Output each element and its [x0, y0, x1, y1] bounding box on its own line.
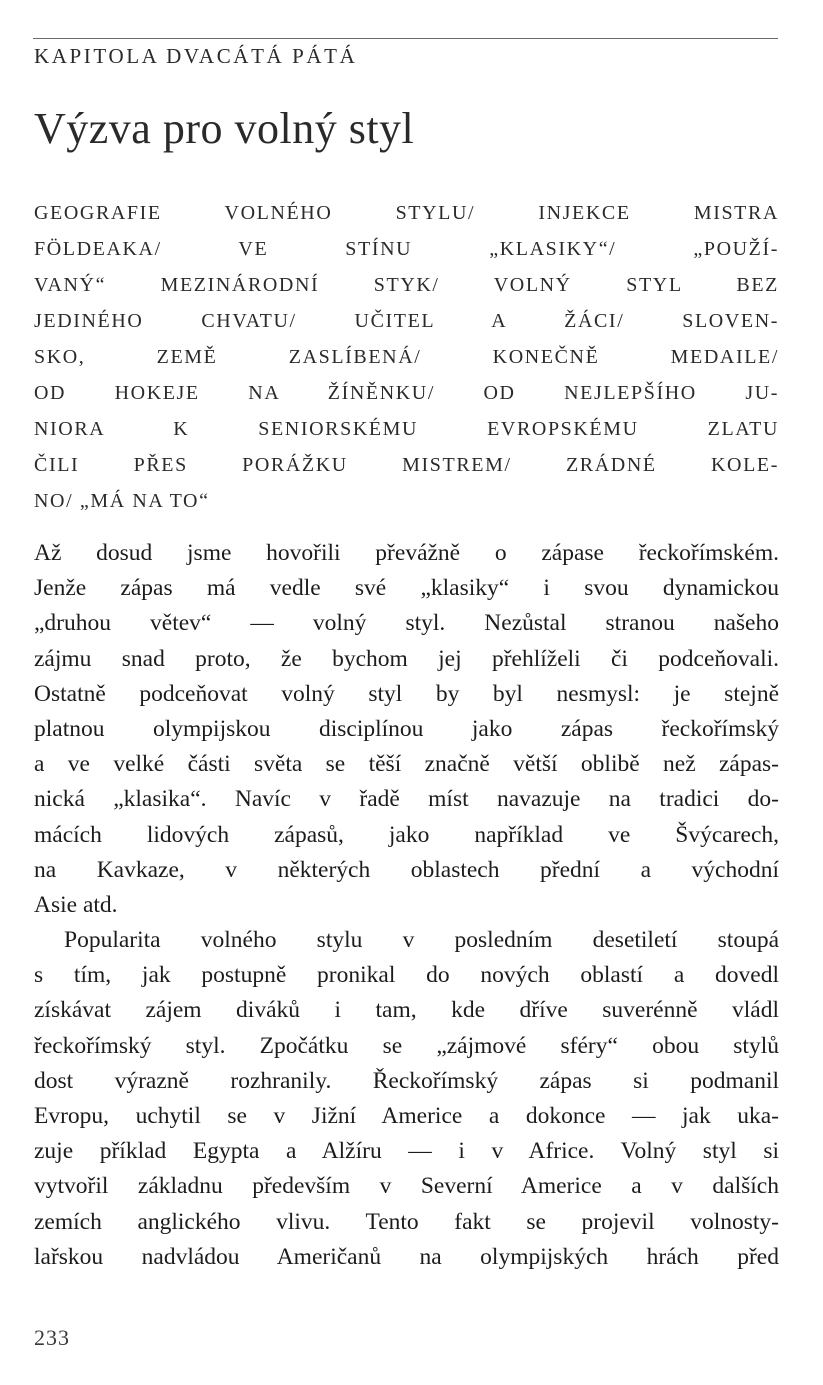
synopsis-line: FÖLDEAKA/ VE STÍNU „KLASIKY“/ „POUŽÍ-: [34, 238, 779, 260]
paragraph-1-line: Asie atd.: [34, 891, 118, 918]
paragraph-1-line: na Kavkaze, v některých oblastech přední a východní: [34, 856, 779, 883]
synopsis-line: SKO, ZEMĚ ZASLÍBENÁ/ KONEČNĚ MEDAILE/: [34, 346, 779, 368]
paragraph-2-line: zemích anglického vlivu. Tento fakt se projevil volnosty-: [34, 1208, 779, 1235]
synopsis-line: GEOGRAFIE VOLNÉHO STYLU/ INJEKCE MISTRA: [34, 202, 779, 224]
paragraph-1-line: mácích lidových zápasů, jako například ve Švýcarech,: [34, 821, 779, 848]
paragraph-2-line: lařskou nadvládou Američanů na olympijských hrách před: [34, 1243, 779, 1270]
chapter-label: KAPITOLA DVACÁTÁ PÁTÁ: [34, 44, 358, 68]
paragraph-1-line: zájmu snad proto, že bychom jej přehlíželi či podceňovali.: [34, 645, 779, 672]
synopsis-line: VANÝ“ MEZINÁRODNÍ STYK/ VOLNÝ STYL BEZ: [34, 274, 779, 296]
synopsis-line: JEDINÉHO CHVATU/ UČITEL A ŽÁCI/ SLOVEN-: [34, 310, 779, 332]
header-rule: [33, 38, 778, 39]
paragraph-2-line: dost výrazně rozhranily. Řeckořímský zápas si podmanil: [34, 1067, 779, 1094]
paragraph-1-line: platnou olympijskou disciplínou jako zápas řeckořímský: [34, 715, 779, 742]
synopsis-line: NO/ „MÁ NA TO“: [34, 490, 210, 512]
synopsis-line: OD HOKEJE NA ŽÍNĚNKU/ OD NEJLEPŠÍHO JU-: [34, 382, 779, 404]
paragraph-1-line: „druhou větev“ — volný styl. Nezůstal stranou našeho: [34, 610, 779, 637]
paragraph-2-line: řeckořímský styl. Zpočátku se „zájmové sféry“ obou stylů: [34, 1032, 779, 1059]
paragraph-1-line: Ostatně podceňovat volný styl by byl nesmysl: je stejně: [34, 680, 779, 707]
synopsis-line: ČILI PŘES PORÁŽKU MISTREM/ ZRÁDNÉ KOLE-: [34, 454, 779, 476]
paragraph-1-line: Až dosud jsme hovořili převážně o zápase řeckořímském.: [34, 540, 779, 566]
paragraph-1-line: nická „klasika“. Navíc v řadě míst navazuje na tradici do-: [34, 786, 779, 813]
paragraph-2-line: získávat zájem diváků i tam, kde dříve suverénně vládl: [34, 997, 779, 1024]
synopsis-line: NIORA K SENIORSKÉMU EVROPSKÉMU ZLATU: [34, 418, 779, 440]
paragraph-1-line: Jenže zápas má vedle své „klasiky“ i svou dynamickou: [34, 575, 779, 602]
paragraph-2-line: zuje příklad Egypta a Alžíru — i v Africe. Volný styl si: [34, 1138, 779, 1165]
chapter-synopsis: [34, 195, 779, 519]
paragraph-2-line: s tím, jak postupně pronikal do nových oblastí a dovedl: [34, 962, 779, 989]
page-number: 233: [34, 1325, 70, 1350]
paragraph-2-line: Popularita volného stylu v posledním desetiletí stoupá: [64, 927, 779, 954]
chapter-title: Výzva pro volný styl: [34, 104, 415, 153]
paragraph-2-line: Evropu, uchytil se v Jižní Americe a dokonce — jak uka-: [34, 1103, 779, 1129]
body-text: [34, 536, 779, 1275]
paragraph-2-line: vytvořil základnu především v Severní Americe a v dalších: [34, 1173, 779, 1200]
paragraph-1-line: a ve velké části světa se těší značně větší oblibě než zápas-: [34, 751, 779, 778]
